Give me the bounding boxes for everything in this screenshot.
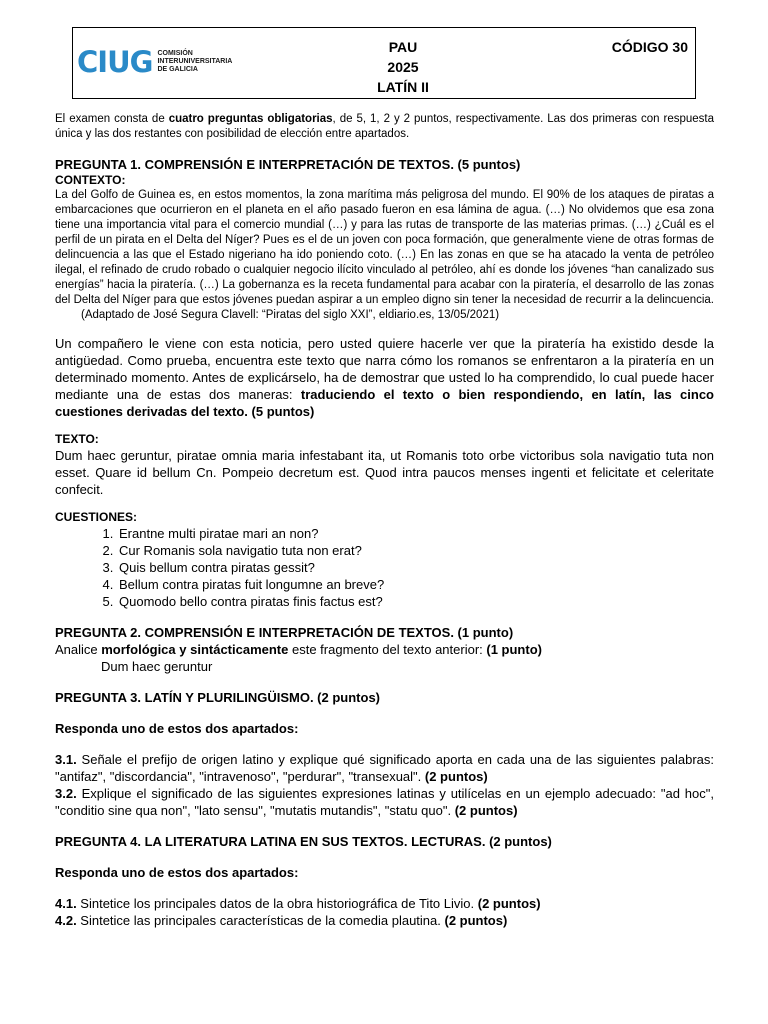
q4-choose: Responda uno de estos dos apartados:	[55, 865, 299, 880]
question-item: 5. Quomodo bello contra piratas finis factus est?	[117, 593, 714, 610]
questions-label: CUESTIONES:	[55, 510, 138, 524]
exam-header	[72, 27, 696, 99]
questions-list	[55, 525, 714, 610]
q1-instructions: Un compañero le viene con esta noticia, pero usted quiere hacerle ver que la piratería ha existido desde la antigüedad. Como prueba, encuentra este texto que narra cómo los romanos se enfrentaron a la piratería en un determinado momento. Antes de explicárselo, ha de demostrar que usted lo ha comprendido, lo cual puede hacer mediante una de estas dos maneras: traduciendo el texto o bien respondiendo, en latín, las cinco cuestiones derivadas del texto. (5 puntos)	[55, 336, 714, 419]
q3-option-1: 3.1. Señale el prefijo de origen latino y explique qué significado aporta en cada una de las siguientes palabras: "antifaz", "discordancia", "intravenoso", "perdurar", "transexual". (2 puntos)	[55, 752, 714, 784]
intro-paragraph: El examen consta de cuatro preguntas obligatorias, de 5, 1, 2 y 2 puntos, respectivamente. Las dos primeras con respuesta única y las dos restantes con posibilidad de elección entre apartados.	[55, 113, 714, 140]
question-item: 4. Bellum contra piratas fuit longumne an breve?	[117, 576, 714, 593]
logo-text: COMISIÓN INTERUNIVERSITARIA DE GALICIA	[157, 50, 233, 73]
context-source: (Adaptado de José Segura Clavell: “Piratas del siglo XXI”, eldiario.es, 13/05/2021)	[81, 309, 500, 321]
exam-code: CÓDIGO 30	[611, 39, 688, 55]
q4-option-1: 4.1. Sintetice los principales datos de la obra historiográfica de Tito Livio. (2 puntos)	[55, 896, 541, 911]
ciug-logo	[77, 45, 232, 79]
context-label: CONTEXTO:	[55, 173, 126, 187]
exam-year: 2025	[387, 59, 419, 75]
q3-title: PREGUNTA 3. LATÍN Y PLURILINGÜISMO. (2 puntos)	[55, 690, 381, 705]
question-item: 1. Erantne multi piratae mari an non?	[117, 525, 714, 542]
exam-subject: LATÍN II	[377, 79, 429, 95]
latin-text: Dum haec geruntur, piratae omnia maria infestabant ita, ut Romanis toto orbe victoribus sola navigatio tuta non esset. Quare id bellum Cn. Pompeio decretum est. Quod intra paucos menses ingenti et felicitate et celeritate confecit.	[55, 448, 714, 497]
question-item: 2. Cur Romanis sola navigatio tuta non erat?	[117, 542, 714, 559]
q3-option-2: 3.2. Explique el significado de las siguientes expresiones latinas y utilícelas en un ejemplo adecuado: "ad hoc", "conditio sine qua non", "lato sensu", "mutatis mutandis", "statu quo". (2 puntos)	[55, 786, 714, 818]
q2-title: PREGUNTA 2. COMPRENSIÓN E INTERPRETACIÓN DE TEXTOS. (1 punto)	[55, 625, 514, 640]
q3-choose: Responda uno de estos dos apartados:	[55, 721, 299, 736]
q1-title: PREGUNTA 1. COMPRENSIÓN E INTERPRETACIÓN DE TEXTOS. (5 puntos)	[55, 157, 521, 172]
context-text: La del Golfo de Guinea es, en estos momentos, la zona marítima más peligrosa del mundo. El 90% de los ataques de piratas a embarcaciones que ocurrieron en el planeta en el año pasado fueron en esa lámina de agua. (…) No olvidemos que esa zona tiene una importancia vital para el comercio mundial (…) y para las rutas de transporte de las materias primas. (…) ¿Cuál es el perfil de un pirata en el Delta del Níger? Pues es el de un joven con poca formación, que generalmente viene de otras formas de delincuencia a las que el Estado nigeriano ha ido poniendo coto. (…) En las zonas en que se ha atacado la venta de petróleo ilegal, el refinado de crudo robado o cualquier negocio ilícito vinculado al petróleo, ahí es donde los jóvenes “han canalizado sus energías” hacia la piratería. (…) La gobernanza es la receta fundamental para acabar con la piratería, el desarrollo de las zonas del Delta del Níger para que estos jóvenes puedan aspirar a un empleo digno sin tener la necesidad de recurrir a la delincuencia.(Adaptado de José Segura Clavell: “Piratas del siglo XXI”, eldiario.es, 13/05/2021)	[55, 189, 714, 321]
exam-info	[358, 37, 448, 97]
logo-mark: CIUG	[77, 44, 153, 79]
q4-title: PREGUNTA 4. LA LITERATURA LATINA EN SUS TEXTOS. LECTURAS. (2 puntos)	[55, 834, 552, 849]
exam-name: PAU	[388, 39, 418, 55]
question-item: 3. Quis bellum contra piratas gessit?	[117, 559, 714, 576]
q2-text: Analice morfológica y sintácticamente este fragmento del texto anterior: (1 punto)	[55, 642, 542, 657]
q4-option-2: 4.2. Sintetice las principales características de la comedia plautina. (2 puntos)	[55, 913, 508, 928]
q2-fragment: Dum haec geruntur	[101, 659, 213, 674]
text-label: TEXTO:	[55, 432, 99, 446]
exam-content	[55, 112, 714, 929]
